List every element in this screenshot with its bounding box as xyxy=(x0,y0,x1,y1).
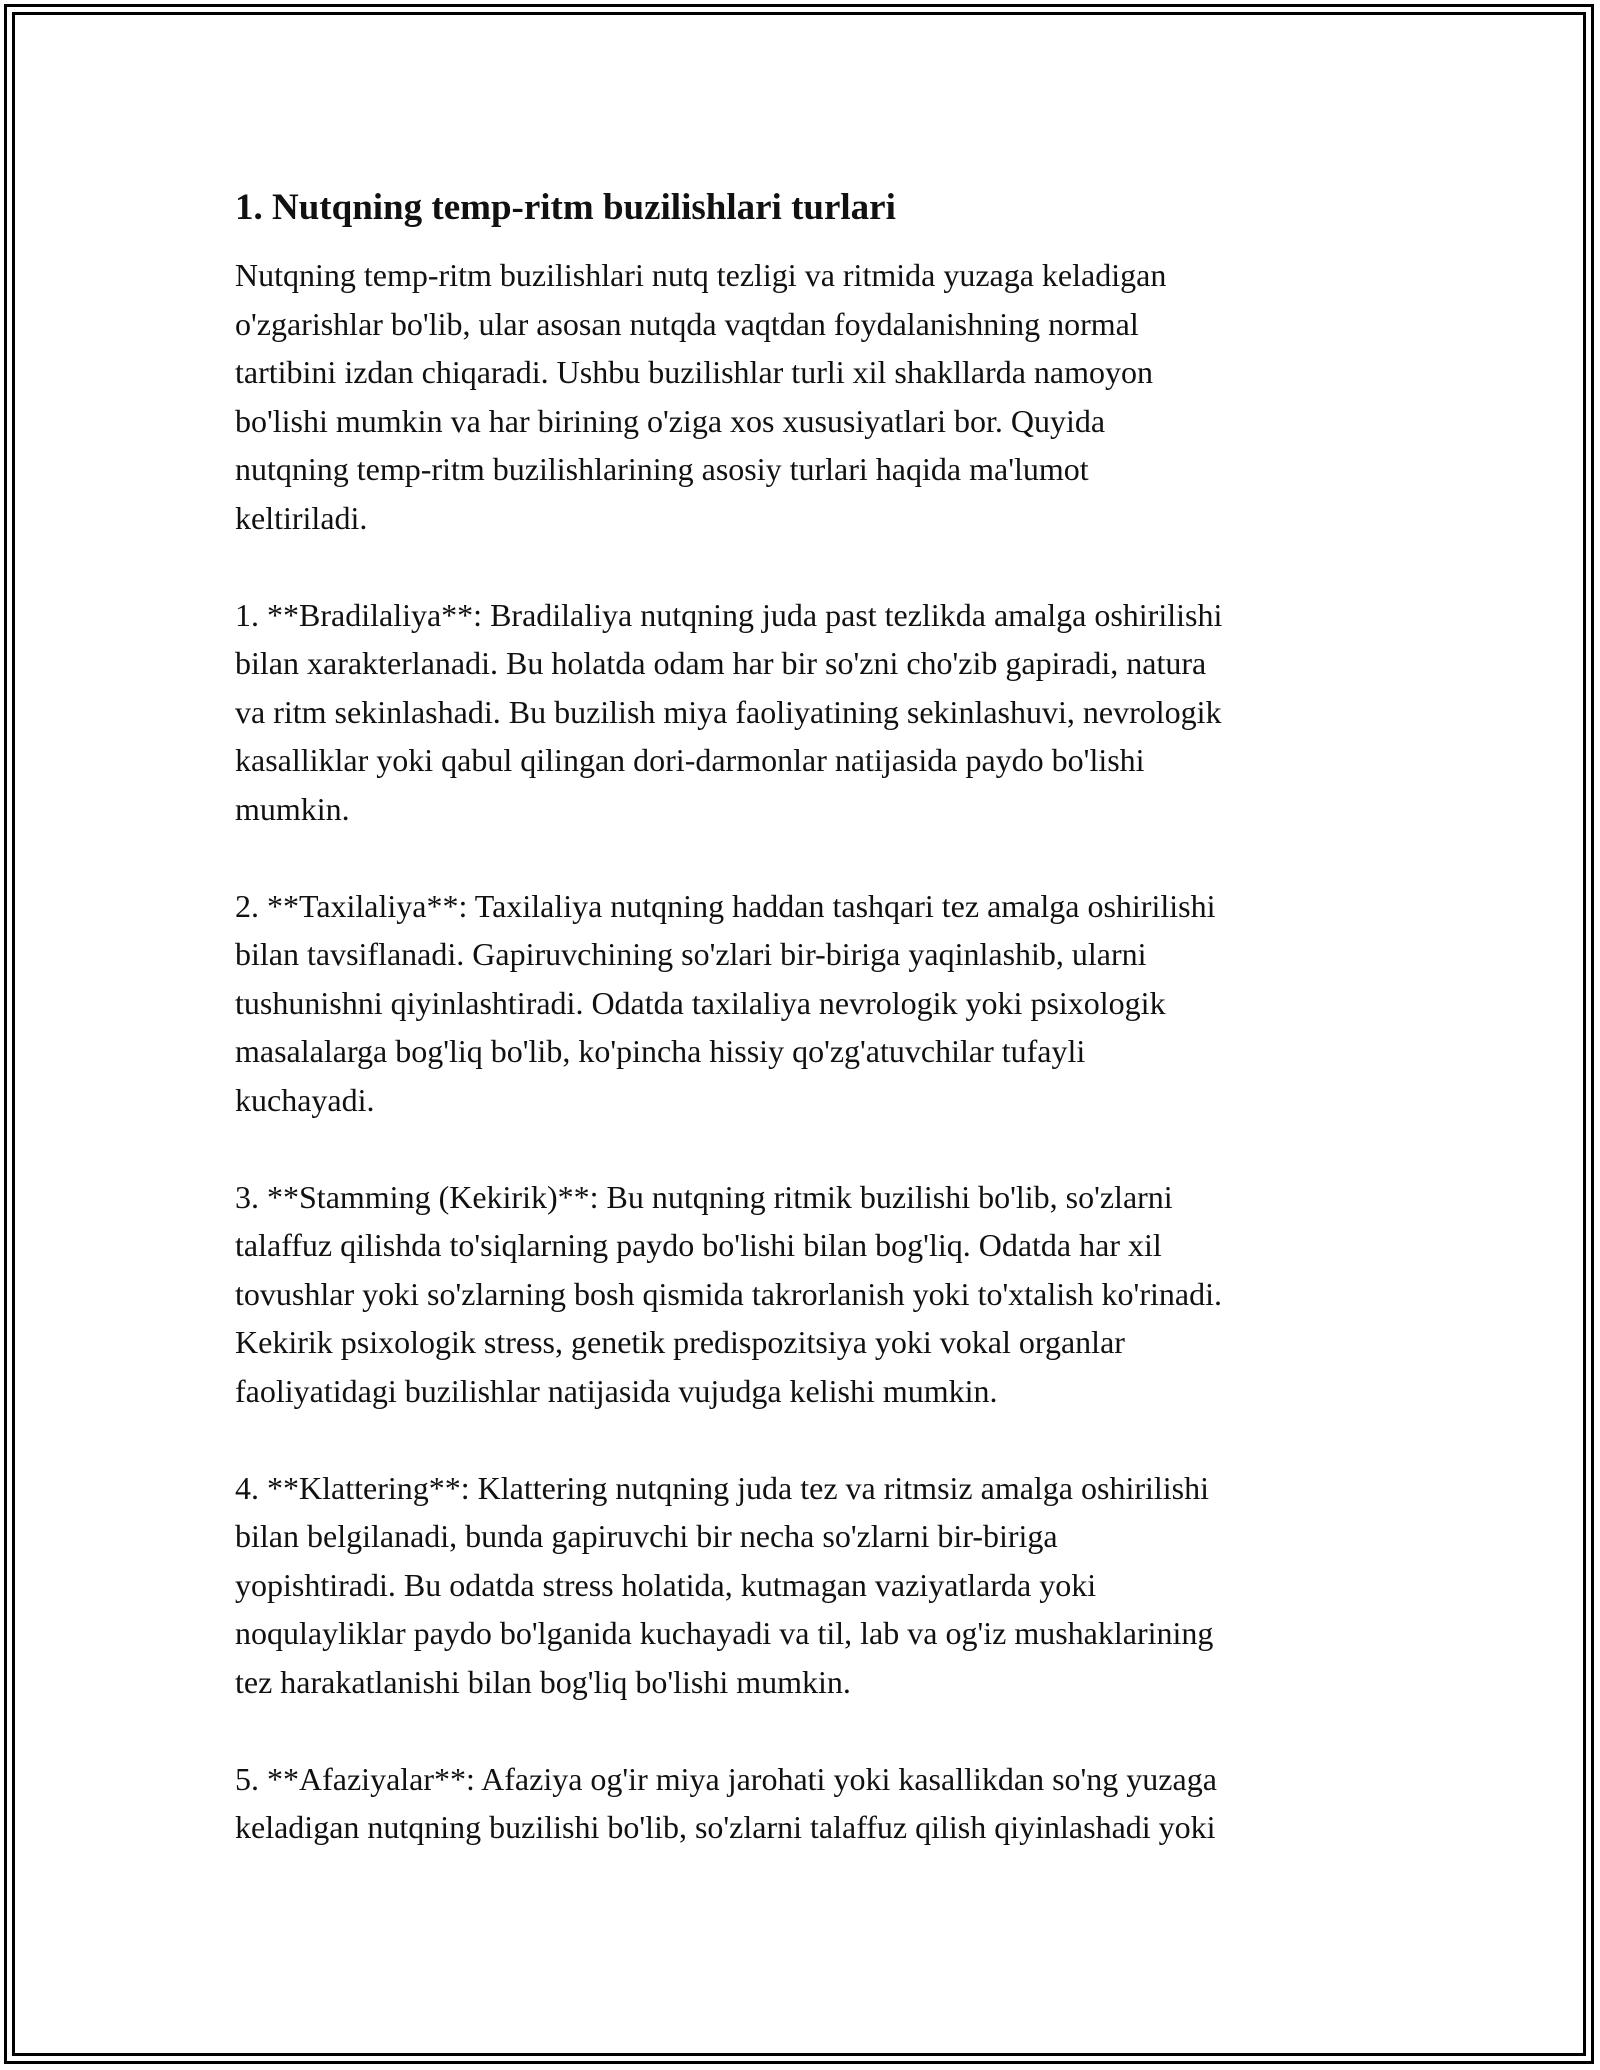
text-line: masalalarga bog'liq bo'lib, ko'pincha hissiy qo'zg'atuvchilar tufayli xyxy=(235,1033,1086,1069)
paragraph-bradilaliya xyxy=(235,591,1375,834)
text-line: tez harakatlanishi bilan bog'liq bo'lishi mumkin. xyxy=(235,1663,851,1700)
section-heading: 1. Nutqning temp-ritm buzilishlari turlari xyxy=(235,187,896,228)
text-line: Nutqning temp-ritm buzilishlari nutq tezligi va ritmida yuzaga keladigan xyxy=(235,257,1167,293)
text-line: Kekirik psixologik stress, genetik predispozitsiya yoki vokal organlar xyxy=(235,1324,1125,1360)
text-line: 1. **Bradilaliya**: Bradilaliya nutqning juda past tezlikda amalga oshirilishi xyxy=(235,596,1223,633)
text-line: bilan belgilanadi, bunda gapiruvchi bir necha so'zlarni bir-biriga xyxy=(235,1518,1058,1554)
paragraph-intro xyxy=(235,251,1375,542)
text-line: faoliyatidagi buzilishlar natijasida vujudga kelishi mumkin. xyxy=(235,1372,998,1409)
text-line: keladigan nutqning buzilishi bo'lib, so'zlarni talaffuz qilish qiyinlashadi yoki xyxy=(235,1809,1216,1845)
text-line: 3. **Stamming (Kekirik)**: Bu nutqning ritmik buzilishi bo'lib, so'zlarni xyxy=(235,1178,1173,1215)
text-line: bo'lishi mumkin va har birining o'ziga xos xususiyatlari bor. Quyida xyxy=(235,402,1106,439)
text-line: noqulayliklar paydo bo'lganida kuchayadi va til, lab va og'iz mushaklarining xyxy=(235,1615,1214,1651)
text-line: va ritm sekinlashadi. Bu buzilish miya faoliyatining sekinlashuvi, nevrologik xyxy=(235,693,1222,730)
text-line: talaffuz qilishda to'siqlarning paydo bo'lishi bilan bog'liq. Odatda har xil xyxy=(235,1227,1162,1263)
text-line: 2. **Taxilaliya**: Taxilaliya nutqning haddan tashqari tez amalga oshirilishi xyxy=(235,887,1216,924)
text-line: kuchayadi. xyxy=(235,1081,375,1118)
text-line: kasalliklar yoki qabul qilingan dori-darmonlar natijasida paydo bo'lishi xyxy=(235,742,1145,778)
text-line: tushunishni qiyinlashtiradi. Odatda taxilaliya nevrologik yoki psixologik xyxy=(235,984,1166,1021)
text-line: bilan tavsiflanadi. Gapiruvchining so'zlari bir-biriga yaqinlashib, ularni xyxy=(235,936,1147,972)
text-line: 5. **Afaziyalar**: Afaziya og'ir miya jarohati yoki kasallikdan so'ng yuzaga xyxy=(235,1760,1217,1797)
paragraph-taxilaliya xyxy=(235,882,1375,1125)
paragraph-afaziyalar xyxy=(235,1755,1375,1852)
text-line: nutqning temp-ritm buzilishlarining asosiy turlari haqida ma'lumot xyxy=(235,451,1089,487)
text-line: mumkin. xyxy=(235,790,350,827)
paragraph-stamming xyxy=(235,1173,1375,1416)
text-line: bilan xarakterlanadi. Bu holatda odam har bir so'zni cho'zib gapiradi, natura xyxy=(235,645,1207,681)
text-line: tartibini izdan chiqaradi. Ushbu buzilishlar turli xil shakllarda namoyon xyxy=(235,354,1153,390)
text-line: keltiriladi. xyxy=(235,499,368,536)
text-line: yopishtiradi. Bu odatda stress holatida, kutmagan vaziyatlarda yoki xyxy=(235,1566,1097,1603)
text-line: o'zgarishlar bo'lib, ular asosan nutqda vaqtdan foydalanishning normal xyxy=(235,305,1139,342)
text-line: 4. **Klattering**: Klattering nutqning juda tez va ritmsiz amalga oshirilishi xyxy=(235,1469,1210,1506)
document-body xyxy=(235,185,1375,1900)
text-line: tovushlar yoki so'zlarning bosh qismida takrorlanish yoki to'xtalish ko'rinadi. xyxy=(235,1275,1222,1312)
paragraph-klattering xyxy=(235,1464,1375,1707)
